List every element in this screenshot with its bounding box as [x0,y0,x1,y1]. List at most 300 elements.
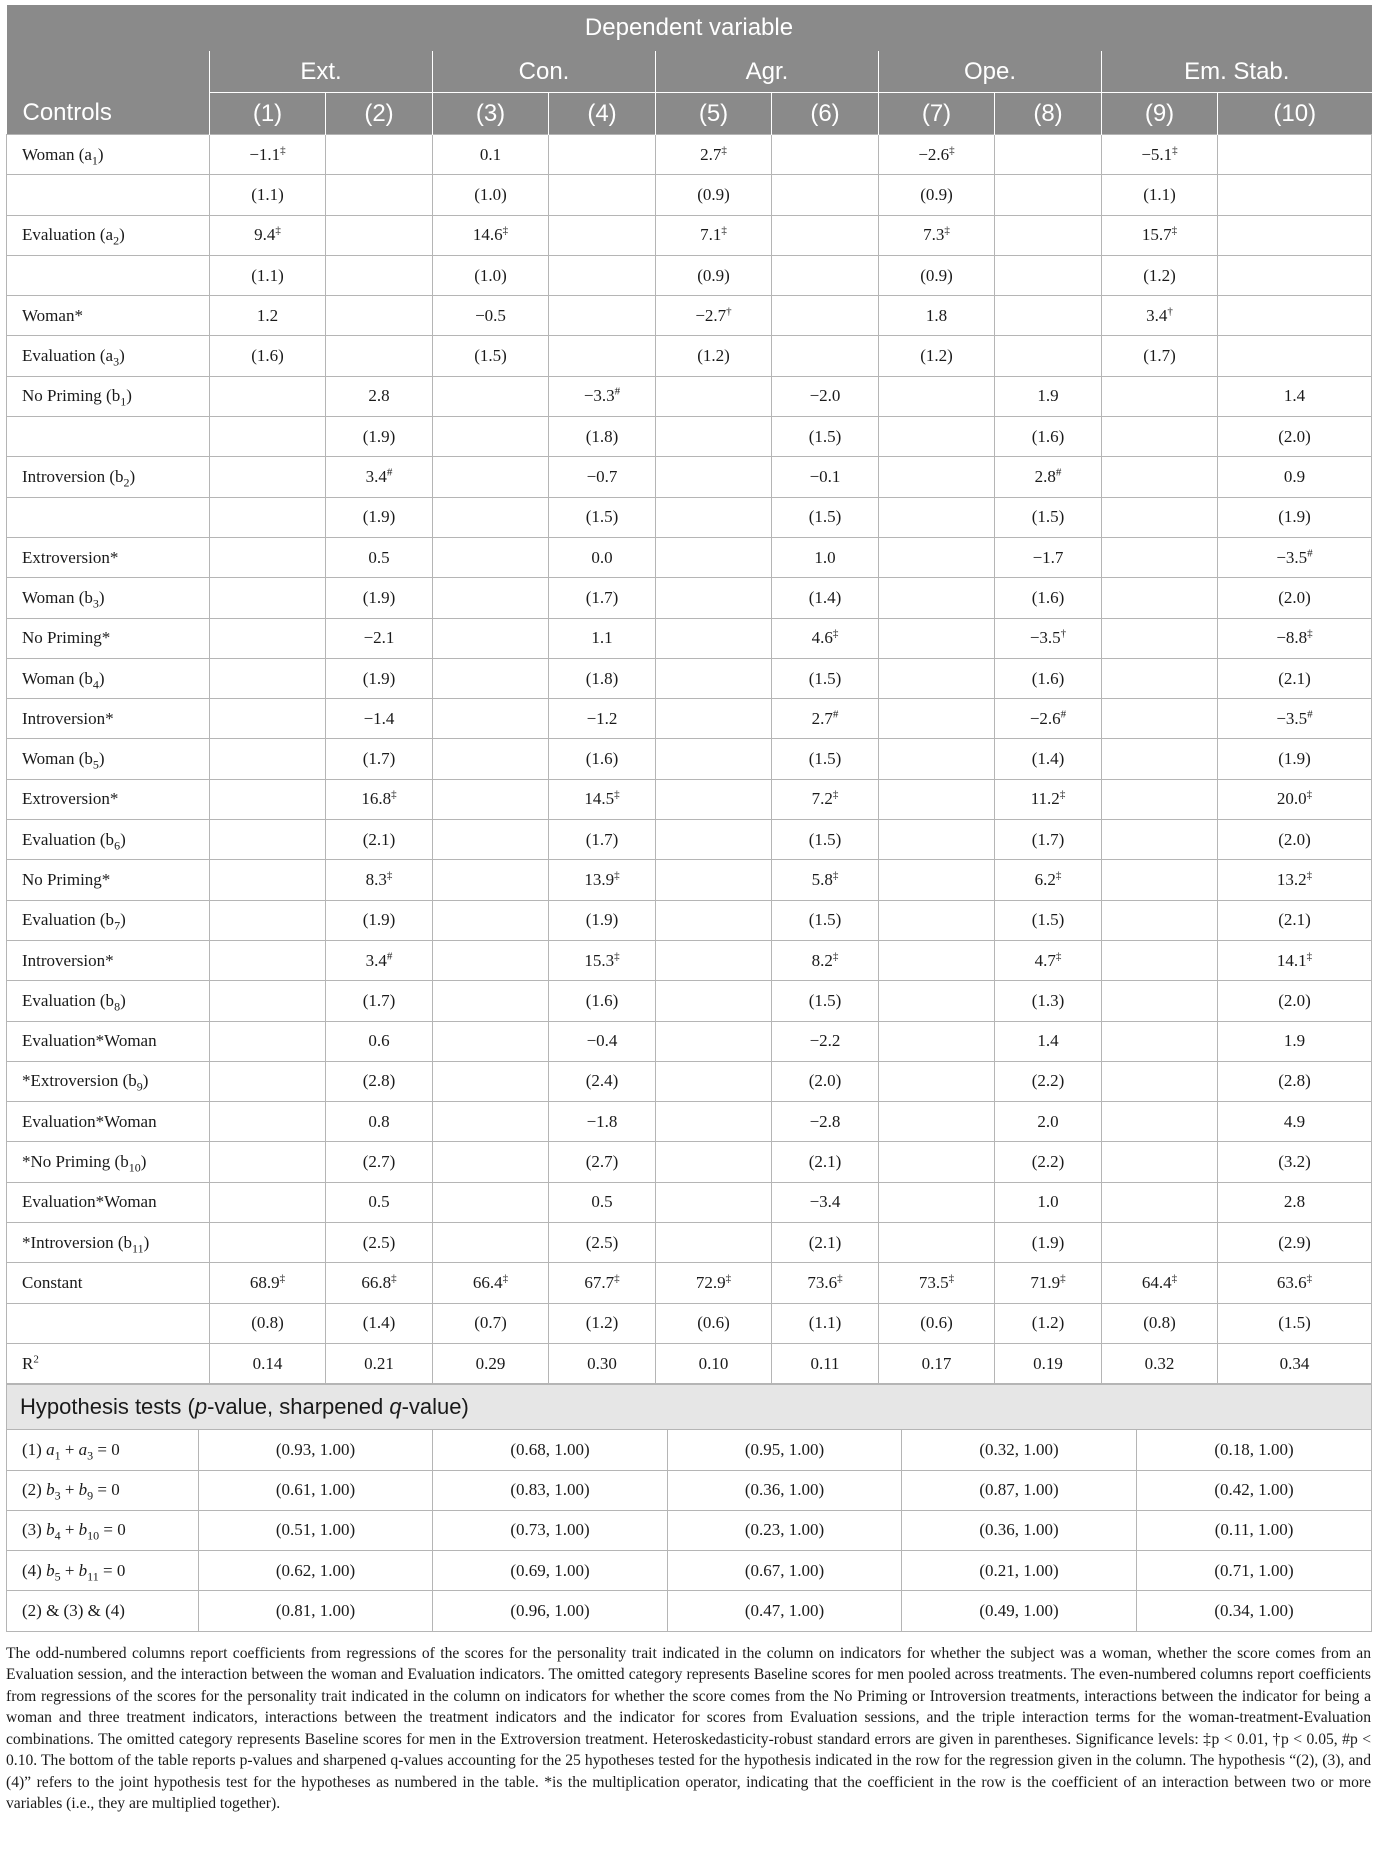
row-label: Evaluation $(a_3)$ [7,336,210,376]
table-cell [210,779,326,819]
table-row [7,1102,1372,1142]
table-cell [326,175,433,215]
table-footnote: The odd-numbered columns report coefficients from regressions of the scores for the personality trait indicated in the column on indicators for whether the subject was a woman, whether the score comes from an Evaluation session, and the interaction between the woman and Evaluation indicators. The omitted category represents Baseline scores for men pooled across treatments. The even-numbered columns report coefficients from regressions of the scores for the personality trait indicated in the column on indicators for whether the score comes from the No Priming or Introversion treatments, interactions between the indicator for being a woman and three treatment indicators, interactions between the treatment indicators and the indicator for scores from Evaluation sessions, and the triple interaction terms for the woman-treatment-Evaluation combinations. The omitted category represents Baseline scores for men in the Extroversion treatment. Heteroskedasticity-robust standard errors are given in parentheses. Significance levels: ‡p < 0.01, †p < 0.05, #p < 0.10. The bottom of the table reports p-values and sharpened q-values accounting for the 25 hypotheses tested for the hypothesis indicated in the row for the regression given in the column. The hypothesis “(2), (3), and (4)” refers to the joint hypothesis test for the hypotheses as numbered in the table. *is the multiplication operator, indicating that the coefficient in the row is the coefficient of an interaction between two or more variables (i.e., they are multiplied together). [6,1644,1371,1813]
table-cell: 0.9 [1218,457,1372,497]
significance-mark: ‡ [949,143,955,156]
table-cell [995,135,1102,175]
table-cell [1102,699,1218,739]
table-cell: 1.4 [995,1021,1102,1061]
row-label-sub: 1 [120,394,127,409]
table-cell: (1.6) [995,578,1102,618]
column-heading: (7) [879,93,995,135]
table-cell: (2.1) [1218,900,1372,940]
table-cell: (2.7) [549,1142,656,1182]
hypothesis-value: (0.34, 1.00) [1137,1591,1372,1631]
hypothesis-table [6,1384,1372,1631]
table-cell: (2.0) [772,1061,879,1101]
table-row [7,820,1372,860]
table-cell: (2.5) [326,1223,433,1263]
table-cell [1102,1182,1218,1222]
table-cell [656,537,772,577]
row-label [7,255,210,295]
significance-mark: # [386,949,393,962]
row-label-sub: 5 [92,757,99,772]
table-cell [656,981,772,1021]
row-label-sub: 9 [136,1079,143,1094]
table-cell [326,135,433,175]
table-cell: (2.0) [1218,820,1372,860]
hypothesis-row [7,1551,1372,1591]
hypothesis-value: (0.61, 1.00) [199,1470,433,1510]
table-cell [1102,457,1218,497]
table-cell: 4.9 [1218,1102,1372,1142]
hypothesis-row [7,1591,1372,1631]
row-label: Introversion $(b_2)$ [7,457,210,497]
significance-mark: ‡ [1171,224,1178,237]
hypothesis-var: b [46,1520,55,1540]
hypothesis-value: (0.18, 1.00) [1137,1430,1372,1470]
table-cell [656,1061,772,1101]
table-cell: −8.8‡ [1218,618,1372,658]
table-cell: 0.32 [1102,1343,1218,1383]
table-cell [656,1223,772,1263]
table-cell [210,860,326,900]
significance-mark: ‡ [275,224,281,237]
table-cell: 14.5‡ [549,779,656,819]
table-cell: 63.6‡ [1218,1263,1372,1303]
row-label: *Introversion $(b_{11})$ [7,1223,210,1263]
hypothesis-value: (0.47, 1.00) [668,1591,902,1631]
table-cell [210,658,326,698]
table-cell: (1.2) [879,336,995,376]
table-row [7,135,1372,175]
table-cell: 3.4# [326,457,433,497]
table-cell: 66.4‡ [433,1263,549,1303]
table-page [6,5,1371,1815]
hypothesis-value: (0.69, 1.00) [433,1551,668,1591]
significance-mark: ‡ [944,224,950,237]
hypothesis-value: (0.93, 1.00) [199,1430,433,1470]
table-cell: (1.5) [772,981,879,1021]
group-heading-con: Con. [433,51,656,93]
table-cell: 13.2‡ [1218,860,1372,900]
table-cell: (2.0) [1218,578,1372,618]
table-cell: 5.8‡ [772,860,879,900]
significance-mark: ‡ [1055,869,1062,882]
table-cell: (1.2) [995,1303,1102,1343]
table-cell: 1.9 [995,376,1102,416]
table-cell: (1.2) [1102,255,1218,295]
table-cell: 14.1‡ [1218,940,1372,980]
hypothesis-var: b [78,1560,88,1580]
table-cell: (0.9) [656,255,772,295]
table-row [7,578,1372,618]
table-cell: (1.4) [326,1303,433,1343]
table-cell [995,296,1102,336]
header-blank [7,51,210,93]
table-cell: −3.3# [549,376,656,416]
table-cell: 2.7# [772,699,879,739]
hypothesis-value: (0.87, 1.00) [902,1470,1137,1510]
table-cell [210,457,326,497]
table-cell [1218,175,1372,215]
significance-mark: ‡ [1306,1272,1313,1285]
table-cell: −1.4 [326,699,433,739]
table-cell [656,1021,772,1061]
table-cell: 16.8‡ [326,779,433,819]
hypothesis-value: (0.23, 1.00) [668,1510,902,1550]
table-cell [656,457,772,497]
table-cell [433,820,549,860]
table-cell [1102,1142,1218,1182]
table-cell [326,215,433,255]
table-cell [326,336,433,376]
table-cell: 7.3‡ [879,215,995,255]
hypothesis-label: (3) $b_4 + b_{10} = 0$ [7,1510,199,1550]
significance-mark: ‡ [1306,949,1313,962]
table-cell: (1.2) [549,1303,656,1343]
table-cell: 2.8# [995,457,1102,497]
significance-mark: ‡ [614,1272,620,1285]
row-label [7,175,210,215]
table-cell: 15.7‡ [1102,215,1218,255]
table-cell [326,255,433,295]
table-row [7,860,1372,900]
table-cell [879,1021,995,1061]
header-row-columns [7,93,1372,135]
table-cell: 72.9‡ [656,1263,772,1303]
significance-mark: † [726,305,732,318]
table-cell: (1.5) [772,900,879,940]
table-cell [433,1021,549,1061]
table-row [7,1182,1372,1222]
table-row [7,457,1372,497]
column-heading: (4) [549,93,656,135]
significance-mark: # [832,708,839,721]
table-cell: (1.7) [1102,336,1218,376]
column-heading: (5) [656,93,772,135]
significance-mark: ‡ [280,143,286,156]
table-cell [549,175,656,215]
table-cell [879,820,995,860]
row-label-sub: 11 [132,1241,144,1256]
table-cell [656,417,772,457]
table-cell: (2.2) [995,1061,1102,1101]
table-cell: 0.5 [549,1182,656,1222]
table-cell [879,940,995,980]
table-cell [1218,135,1372,175]
hypothesis-value: (0.62, 1.00) [199,1551,433,1591]
table-cell: −3.5# [1218,537,1372,577]
table-cell: (1.9) [326,417,433,457]
table-cell: (1.8) [549,417,656,457]
hypothesis-sub: 1 [54,1448,61,1463]
table-row [7,1343,1372,1383]
significance-mark: ‡ [1306,788,1313,801]
table-cell [995,336,1102,376]
table-cell [879,900,995,940]
column-heading: (6) [772,93,879,135]
table-cell [1102,1223,1218,1263]
table-cell [1102,940,1218,980]
significance-mark: ‡ [721,224,727,237]
table-cell [656,578,772,618]
table-cell: 71.9‡ [995,1263,1102,1303]
column-heading: (2) [326,93,433,135]
table-cell [1218,255,1372,295]
hypothesis-var: a [46,1439,55,1459]
table-cell [210,699,326,739]
significance-mark: ‡ [1055,949,1062,962]
row-label: *Extroversion $(b_9)$ [7,1061,210,1101]
dependent-variable-heading: Dependent variable [7,5,1372,51]
hypothesis-var: b [46,1560,55,1580]
hypothesis-value: (0.95, 1.00) [668,1430,902,1470]
table-cell: (1.6) [549,981,656,1021]
table-cell: (2.1) [772,1142,879,1182]
table-row [7,497,1372,537]
row-label-sub: 6 [114,838,121,853]
table-cell [433,537,549,577]
significance-mark: ‡ [725,1272,732,1285]
table-cell: (1.2) [656,336,772,376]
table-row [7,417,1372,457]
significance-mark: # [1307,708,1313,721]
table-cell [210,940,326,980]
table-cell [656,820,772,860]
row-label-sub: 3 [92,596,99,611]
table-cell: (2.4) [549,1061,656,1101]
table-cell: 13.9‡ [549,860,656,900]
table-cell: 14.6‡ [433,215,549,255]
table-cell: 73.5‡ [879,1263,995,1303]
table-row [7,981,1372,1021]
table-cell [433,1061,549,1101]
significance-mark: ‡ [832,949,839,962]
table-cell [772,255,879,295]
table-cell [433,376,549,416]
table-cell: (1.9) [326,578,433,618]
table-cell [879,497,995,537]
table-cell [772,296,879,336]
table-cell: (1.1) [772,1303,879,1343]
table-cell: 1.2 [210,296,326,336]
table-cell [210,739,326,779]
table-cell [433,860,549,900]
table-cell: 1.4 [1218,376,1372,416]
row-label: Introversion* [7,940,210,980]
table-cell: 0.0 [549,537,656,577]
hypothesis-value: (0.96, 1.00) [433,1591,668,1631]
hypothesis-value: (0.11, 1.00) [1137,1510,1372,1550]
table-cell [433,618,549,658]
row-label: No Priming* [7,618,210,658]
table-cell [656,1142,772,1182]
table-cell [210,1021,326,1061]
table-cell: 73.6‡ [772,1263,879,1303]
table-cell: (2.1) [1218,658,1372,698]
hypothesis-row [7,1430,1372,1470]
significance-mark: ‡ [832,627,839,640]
table-cell [879,1223,995,1263]
row-label-sub: 3 [113,354,120,369]
row-label-sup: 2 [33,1352,39,1365]
table-cell: (1.7) [549,578,656,618]
row-label [7,1303,210,1343]
table-row [7,1223,1372,1263]
table-cell: (1.5) [1218,1303,1372,1343]
table-cell: 0.1 [433,135,549,175]
table-cell: 4.7‡ [995,940,1102,980]
hypothesis-sub: 11 [87,1569,99,1584]
significance-mark: ‡ [1171,1272,1178,1285]
table-cell [879,417,995,457]
group-heading-ope: Ope. [879,51,1102,93]
regression-table [6,5,1372,1384]
hypothesis-value: (0.42, 1.00) [1137,1470,1372,1510]
table-cell [433,578,549,618]
table-cell [656,940,772,980]
hypothesis-row [7,1470,1372,1510]
table-row [7,1061,1372,1101]
table-cell: −3.5# [1218,699,1372,739]
table-cell [879,1142,995,1182]
significance-mark: ‡ [391,1272,397,1285]
significance-mark: † [1060,627,1067,640]
table-cell [656,779,772,819]
table-cell: (1.5) [772,497,879,537]
table-cell [1102,900,1218,940]
table-cell [1102,1021,1218,1061]
table-cell: −2.0 [772,376,879,416]
hypothesis-value: (0.51, 1.00) [199,1510,433,1550]
table-cell: (0.7) [433,1303,549,1343]
row-label: Extroversion* [7,779,210,819]
hypothesis-var: a [78,1439,88,1459]
hypothesis-label: (1) $a_1 + a_3 = 0$ [7,1430,199,1470]
hypothesis-sub: 10 [87,1528,100,1543]
significance-mark: # [614,385,621,398]
row-label-sub: 7 [114,918,121,933]
table-cell [772,215,879,255]
table-cell: (2.1) [772,1223,879,1263]
row-label: $R^2$ [7,1343,210,1383]
table-cell [549,296,656,336]
table-cell: −2.6‡ [879,135,995,175]
table-row [7,175,1372,215]
table-cell [433,1182,549,1222]
hypothesis-value: (0.71, 1.00) [1137,1551,1372,1591]
table-cell: (1.6) [995,658,1102,698]
table-cell: 2.0 [995,1102,1102,1142]
table-cell [433,699,549,739]
table-cell [1102,578,1218,618]
table-cell: −0.7 [549,457,656,497]
column-heading: (9) [1102,93,1218,135]
header-row-groups [7,51,1372,93]
table-cell: 8.2‡ [772,940,879,980]
table-cell: 6.2‡ [995,860,1102,900]
table-cell: (1.5) [995,900,1102,940]
table-cell: (2.8) [1218,1061,1372,1101]
table-cell: (1.9) [1218,497,1372,537]
row-label: Evaluation*Woman [7,1182,210,1222]
table-cell [210,820,326,860]
table-cell: 64.4‡ [1102,1263,1218,1303]
significance-mark: ‡ [721,143,727,156]
table-cell [656,1182,772,1222]
table-cell: 0.10 [656,1343,772,1383]
table-cell: 0.30 [549,1343,656,1383]
table-cell [210,618,326,658]
row-label: Evaluation $(b_8)$ [7,981,210,1021]
table-cell: (1.4) [995,739,1102,779]
table-cell: (1.6) [995,417,1102,457]
significance-mark: ‡ [502,224,509,237]
table-cell: (0.9) [656,175,772,215]
table-cell [879,779,995,819]
significance-mark: ‡ [832,788,839,801]
hypothesis-var: b [46,1480,55,1500]
table-cell: (0.8) [1102,1303,1218,1343]
table-cell [433,779,549,819]
table-cell: 0.8 [326,1102,433,1142]
table-cell: (1.7) [995,820,1102,860]
row-label: Woman* [7,296,210,336]
row-label: *No Priming $(b_{10})$ [7,1142,210,1182]
hypothesis-value: (0.67, 1.00) [668,1551,902,1591]
table-cell [879,578,995,618]
table-cell [1218,215,1372,255]
table-cell [1102,779,1218,819]
table-cell [656,739,772,779]
significance-mark: ‡ [837,1272,843,1285]
row-label: Woman $(b_5)$ [7,739,210,779]
table-cell [433,457,549,497]
row-label: No Priming $(b_1)$ [7,376,210,416]
table-cell: (1.0) [433,255,549,295]
hypothesis-row [7,1510,1372,1550]
table-cell: (1.1) [210,255,326,295]
table-row [7,296,1372,336]
row-label: Evaluation*Woman [7,1021,210,1061]
table-cell [879,739,995,779]
table-cell: 0.21 [326,1343,433,1383]
table-cell [433,900,549,940]
row-label [7,417,210,457]
table-cell: 0.17 [879,1343,995,1383]
table-cell: 0.34 [1218,1343,1372,1383]
significance-mark: # [386,466,393,479]
group-heading-agr: Agr. [656,51,879,93]
table-row [7,779,1372,819]
hypothesis-heading: Hypothesis tests (p-value, sharpened q-value) [7,1385,1372,1430]
table-cell [879,860,995,900]
hypothesis-sub: 3 [54,1488,61,1503]
row-label-sub: 2 [123,475,130,490]
table-row [7,537,1372,577]
table-cell: (1.5) [433,336,549,376]
table-cell [772,175,879,215]
table-cell: (1.9) [326,900,433,940]
significance-mark: ‡ [1172,143,1178,156]
hypothesis-sub: 5 [54,1569,61,1584]
table-cell: 2.8 [326,376,433,416]
significance-mark: # [1060,708,1067,721]
table-cell [772,336,879,376]
table-cell: 0.29 [433,1343,549,1383]
table-cell: (0.8) [210,1303,326,1343]
